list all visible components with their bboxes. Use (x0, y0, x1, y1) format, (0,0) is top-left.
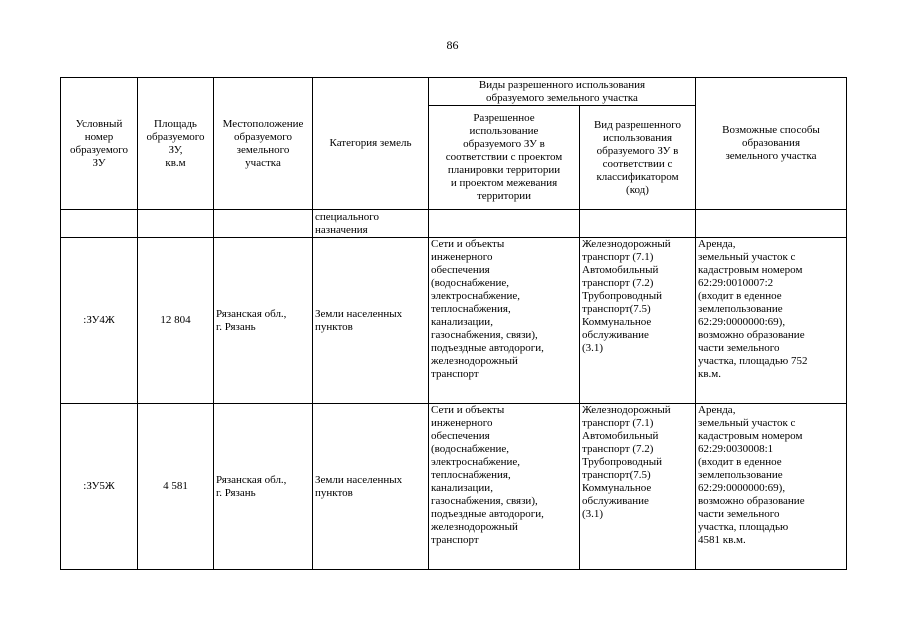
text-line: железнодорожный (431, 521, 518, 533)
text-line: Земли населенных (315, 307, 403, 320)
text-line: и проектом межевания (450, 177, 558, 189)
text-line: газоснабжения, связи), (431, 329, 538, 341)
text-line: обслуживание (582, 495, 649, 507)
text-line: возможно образование (698, 329, 805, 341)
text-line: (водоснабжение, (431, 443, 510, 455)
text-line: 4581 кв.м. (698, 534, 746, 546)
text-line: подъездные автодороги, (431, 508, 544, 520)
text-line: соответствии с (602, 157, 673, 170)
text-line: (входит в еденное (698, 290, 782, 302)
header-area (138, 78, 214, 210)
text-line: земельного участка (725, 150, 817, 162)
text-line: (водоснабжение, (431, 277, 510, 289)
table-row (61, 404, 847, 570)
text-line: (код) (626, 183, 649, 196)
text-line: пунктов (315, 320, 353, 333)
text-line: Сети и объекты (431, 404, 505, 416)
plot-category (313, 238, 429, 404)
text-line: (3.1) (582, 342, 604, 354)
plot-number: :ЗУ5Ж (61, 404, 138, 570)
text-line: Рязанская обл., (216, 307, 287, 320)
text-line: Аренда, (698, 404, 736, 416)
text-line: образуемого (233, 130, 293, 143)
plot-area: 4 581 (138, 404, 214, 570)
header-plot-number (61, 78, 138, 210)
text-line: обеспечения (431, 264, 490, 276)
text-line: Вид разрешенного (593, 118, 682, 131)
text-line: (входит в еденное (698, 456, 782, 468)
text-line: Разрешенное (473, 112, 535, 124)
text-line: кадастровым номером (698, 264, 803, 276)
text-line: назначения (315, 223, 368, 236)
plot-formation-methods (696, 404, 847, 570)
plot-formation-methods (696, 238, 847, 404)
continuation-row (61, 210, 847, 238)
text-line: г. Рязань (216, 486, 256, 499)
text-line: образуемого ЗУ в (463, 138, 545, 150)
text-line: Коммунальное (582, 316, 652, 328)
header-permitted-use-classifier (580, 106, 696, 210)
text-line: 62:29:0010007:2 (698, 277, 774, 289)
text-line: Возможные способы (722, 124, 820, 136)
text-line: обслуживание (582, 329, 649, 341)
text-line: Площадь (154, 117, 197, 130)
page-number: 86 (446, 38, 459, 52)
plot-area: 12 804 (138, 238, 214, 404)
text-line: теплоснабжения, (431, 469, 511, 481)
text-line: использования (602, 131, 673, 144)
header-land-category (313, 78, 429, 210)
text-line: земельный участок с (698, 417, 796, 429)
land-plots-table (60, 77, 847, 570)
text-line: инженерного (431, 417, 493, 429)
text-line: 62:29:0000000:69), (698, 316, 786, 328)
text-line: Автомобильный (582, 430, 659, 442)
plot-number: :ЗУ4Ж (61, 238, 138, 404)
text-line: части земельного (698, 508, 780, 520)
table-row (61, 238, 847, 404)
text-line: кв.м (165, 156, 186, 169)
plot-use-codes (580, 238, 696, 404)
plot-permitted-use (429, 238, 580, 404)
text-line: транспорт (7.2) (582, 277, 654, 289)
text-line: ЗУ, (168, 143, 183, 156)
text-line: транспорт(7.5) (582, 469, 651, 481)
text-line: электроснабжение, (431, 456, 521, 468)
text-line: транспорт (431, 368, 479, 380)
text-line: пунктов (315, 486, 353, 499)
text-line: транспорт (7.2) (582, 443, 654, 455)
text-line: подъездные автодороги, (431, 342, 544, 354)
text-line: участка, площадью 752 (698, 355, 808, 367)
text-line: Условный (75, 117, 123, 130)
plot-location (214, 404, 313, 570)
plot-category (313, 404, 429, 570)
text-line: землепользование (698, 469, 783, 481)
header-permitted-use-project (429, 106, 580, 210)
text-line: классификатором (596, 170, 679, 183)
plot-location (214, 238, 313, 404)
text-line: образуемого (146, 130, 205, 143)
text-line: образования (741, 137, 801, 149)
text-line: транспорт (7.1) (582, 251, 654, 263)
text-line: обеспечения (431, 430, 490, 442)
text-line: Коммунальное (582, 482, 652, 494)
text-line: транспорт (7.1) (582, 417, 654, 429)
text-line: Местоположение (222, 117, 304, 130)
text-line: Сети и объекты (431, 238, 505, 250)
text-line: использование (469, 125, 539, 137)
text-line: землепользование (698, 303, 783, 315)
text-line: г. Рязань (216, 320, 256, 333)
text-line: кадастровым номером (698, 430, 803, 442)
text-line: земельного (236, 143, 290, 156)
text-line: инженерного (431, 251, 493, 263)
text-line: железнодорожный (431, 355, 518, 367)
text-line: участка, площадью (698, 521, 789, 533)
text-line: канализации, (431, 316, 493, 328)
header-row-group (61, 78, 847, 106)
continuation-category (313, 210, 429, 238)
text-line: земельный участок с (698, 251, 796, 263)
text-line: электроснабжение, (431, 290, 521, 302)
text-line: 62:29:0000000:69), (698, 482, 786, 494)
text-line: образуемого (69, 143, 129, 156)
text-line: возможно образование (698, 495, 805, 507)
text-line: соответствии с проектом (445, 151, 563, 163)
text-line: канализации, (431, 482, 493, 494)
text-line: планировки территории (447, 164, 561, 176)
text-line: газоснабжения, связи), (431, 495, 538, 507)
text-line: ЗУ (92, 156, 106, 169)
text-line: образуемого земельного участка (486, 91, 638, 104)
header-location (214, 78, 313, 210)
plot-permitted-use (429, 404, 580, 570)
text-line: транспорт (431, 534, 479, 546)
plot-use-codes (580, 404, 696, 570)
text-line: (3.1) (582, 508, 604, 520)
text-line: теплоснабжения, (431, 303, 511, 315)
text-line: специального (315, 210, 380, 223)
text-line: Железнодорожный (582, 404, 671, 416)
text-line: Трубопроводный (582, 456, 663, 468)
text-line: 62:29:0030008:1 (698, 443, 774, 455)
text-line: территории (476, 190, 531, 202)
text-line: Виды разрешенного использования (478, 78, 646, 91)
text-line: Трубопроводный (582, 290, 663, 302)
header-permitted-use-group (429, 78, 696, 106)
text-line: части земельного (698, 342, 780, 354)
text-line: участка (245, 156, 281, 169)
text-line: кв.м. (698, 368, 721, 380)
header-formation-methods (696, 78, 847, 210)
text-line: образуемого ЗУ в (596, 144, 679, 157)
text-line: Земли населенных (315, 473, 403, 486)
text-line: номер (84, 130, 114, 143)
text-line: Аренда, (698, 238, 736, 250)
text-line: транспорт(7.5) (582, 303, 651, 315)
text-line: Категория земель (329, 137, 412, 149)
text-line: Рязанская обл., (216, 473, 287, 486)
text-line: Автомобильный (582, 264, 659, 276)
text-line: Железнодорожный (582, 238, 671, 250)
